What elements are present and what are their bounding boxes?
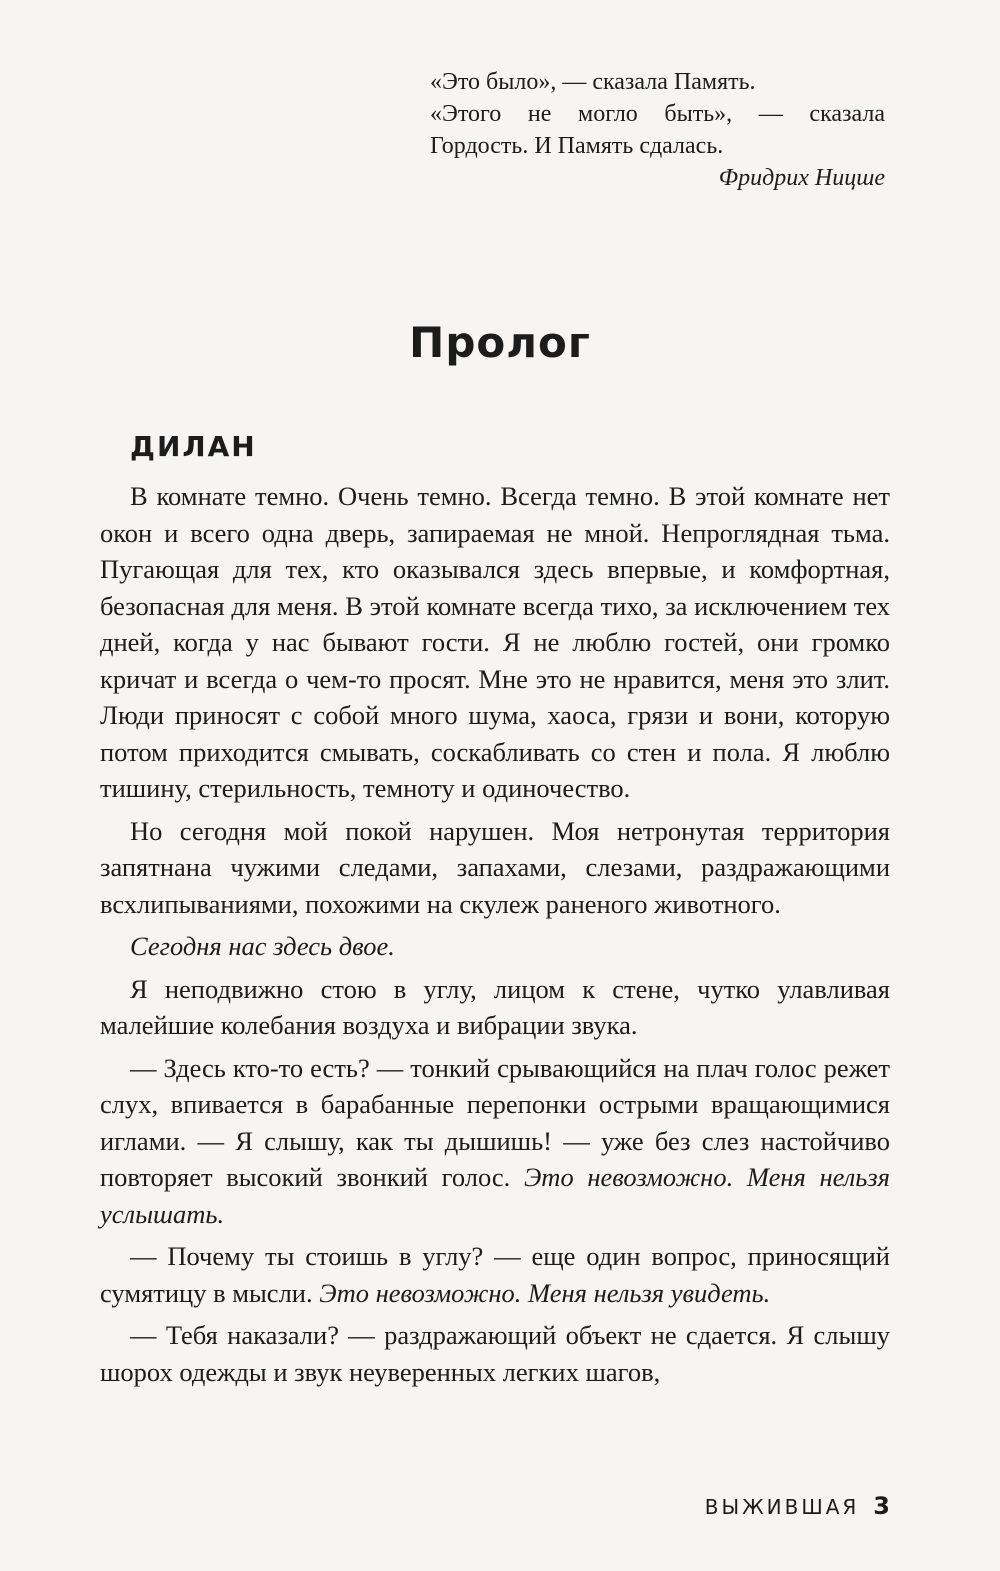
epigraph-author: Фридрих Ницше xyxy=(718,165,885,191)
paragraph: В комнате темно. Очень темно. Всегда темно. В этой комнате нет окон и всего одна дверь, запираемая не мной. Непроглядная тьма. Пугающая для тех, кто оказывался здесь впервые, и комфортная, безопасная для меня. В этой комнате всегда тихо, за исключением тех дней, когда у нас бывают гости. Я не люблю гостей, они громко кричат и всегда о чем-то просят. Мне это не нравится, меня это злит. Люди приносят с собой много шума, хаоса, грязи и вони, которую потом приходится смывать, соскабливать со стен и пола. Я люблю тишину, стерильность, темноту и одиночество. xyxy=(100,481,890,803)
paragraph: Я неподвижно стою в углу, лицом к стене, чутко улавливая малейшие колебания воздуха и вибрации звука. xyxy=(100,973,890,1040)
page-footer xyxy=(705,1492,890,1520)
italic-text: Это невозможно. Меня нельзя услышать. xyxy=(100,1162,890,1229)
dialogue-text: — Почему ты стоишь в углу? — еще один вопрос, приносящий сумятицу в мысли. xyxy=(100,1241,890,1308)
chapter-title: Пролог xyxy=(409,318,591,367)
paragraph: — Тебя наказали? — раздражающий объект не сдается. Я слышу шорох одежды и звук неуверенных легких шагов, xyxy=(100,1320,890,1387)
italic-text: Сегодня нас здесь двое. xyxy=(130,931,395,961)
body-text xyxy=(100,478,890,1396)
page-number: 3 xyxy=(873,1492,890,1520)
section-heading: ДИЛАН xyxy=(130,430,257,463)
paragraph xyxy=(100,928,890,965)
epigraph xyxy=(430,66,885,194)
epigraph-line-1: «Это было», — сказала Память. xyxy=(430,69,756,95)
paragraph xyxy=(100,1238,890,1311)
dialogue-text: — Здесь кто-то есть? — тонкий срывающийся на плач голос режет слух, впивается в барабанные перепонки острыми вращающимися иглами. — Я слышу, как ты дышишь! — уже без слез настойчиво повторяет высокий звонкий голос. xyxy=(100,1052,890,1192)
epigraph-line-2: «Этого не могло быть», — сказала Гордость. И Память сдалась. xyxy=(430,101,885,159)
paragraph xyxy=(100,1050,890,1233)
running-title: ВЫЖИВШАЯ xyxy=(704,1495,860,1519)
paragraph: Но сегодня мой покой нарушен. Моя нетронутая территория запятнана чужими следами, запахами, слезами, раздражающими всхлипываниями, похожими на скулеж раненого животного. xyxy=(100,815,890,919)
italic-text: Это невозможно. Меня нельзя увидеть. xyxy=(319,1277,771,1308)
